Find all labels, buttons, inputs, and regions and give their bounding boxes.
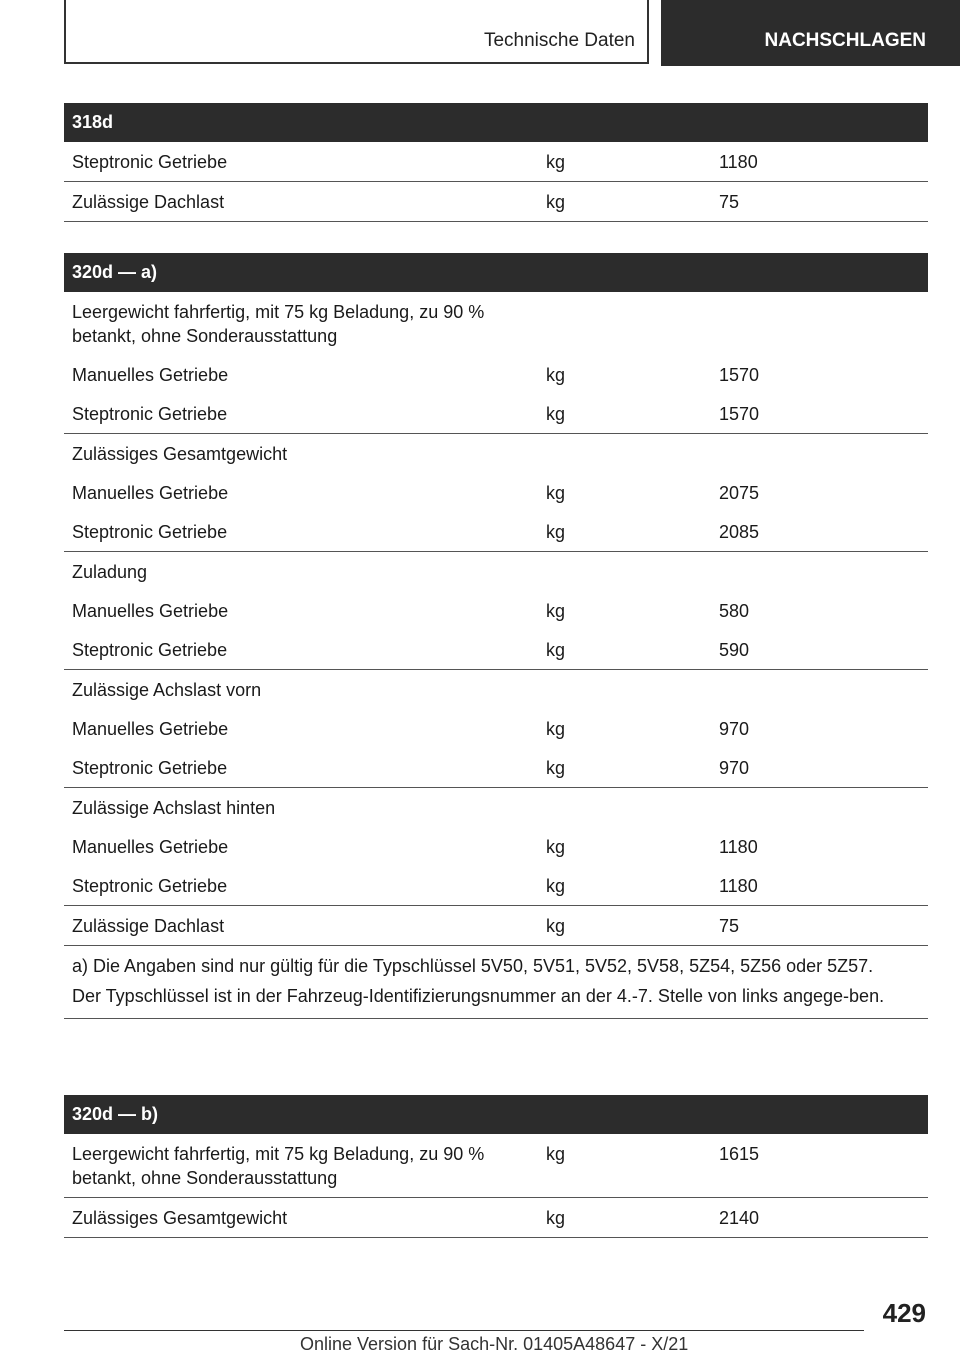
row-value: 2085 bbox=[719, 522, 760, 542]
header-section-tab bbox=[64, 0, 649, 64]
row-unit: kg bbox=[546, 876, 566, 896]
row-value: 2075 bbox=[719, 483, 760, 503]
row-unit: kg bbox=[546, 365, 566, 385]
row-value: 75 bbox=[719, 192, 740, 212]
table-group bbox=[64, 552, 928, 670]
footnote-typschluessel: Der Typschlüssel ist in der Fahrzeug-Identifizierungsnummer an der 4.-7. Stelle von links angege-ben. bbox=[72, 986, 885, 1006]
row-unit: kg bbox=[546, 483, 566, 503]
row-label: Zulässige Dachlast bbox=[72, 916, 225, 936]
table-footnote bbox=[64, 946, 928, 1019]
row-value: 580 bbox=[719, 601, 750, 621]
row-label: Steptronic Getriebe bbox=[72, 640, 228, 660]
header-chapter-tab bbox=[661, 0, 960, 66]
group-label: Zuladung bbox=[72, 562, 148, 582]
row-label: Steptronic Getriebe bbox=[72, 758, 228, 778]
row-unit: kg bbox=[546, 192, 566, 212]
row-label: Steptronic Getriebe bbox=[72, 404, 228, 424]
row-value: 970 bbox=[719, 758, 750, 778]
group-label: Zulässige Achslast vorn bbox=[72, 680, 262, 700]
table-row bbox=[64, 906, 928, 946]
table-title: 320d — a) bbox=[64, 253, 928, 292]
table-group bbox=[64, 670, 928, 788]
row-label: Steptronic Getriebe bbox=[72, 876, 228, 896]
table-row bbox=[64, 182, 928, 222]
row-value: 1180 bbox=[719, 876, 758, 896]
row-label: Manuelles Getriebe bbox=[72, 601, 229, 621]
online-version-note: Online Version für Sach-Nr. 01405A48647 - X/21 bbox=[300, 1334, 689, 1354]
section-label: Technische Daten bbox=[483, 30, 635, 51]
row-label: Manuelles Getriebe bbox=[72, 719, 229, 739]
row-label: Steptronic Getriebe bbox=[72, 152, 228, 172]
row-unit: kg bbox=[546, 916, 566, 936]
row-unit: kg bbox=[546, 1144, 566, 1164]
row-label: Manuelles Getriebe bbox=[72, 483, 229, 503]
table-row bbox=[64, 1134, 928, 1198]
row-value: 1615 bbox=[719, 1144, 760, 1164]
table-group bbox=[64, 788, 928, 906]
row-label: Leergewicht fahrfertig, mit 75 kg Beladung, zu 90 % betankt, ohne Sonderausstattung bbox=[72, 1144, 485, 1188]
row-unit: kg bbox=[546, 152, 566, 172]
group-label: Zulässige Achslast hinten bbox=[72, 798, 276, 818]
row-unit: kg bbox=[546, 1208, 566, 1228]
table-group bbox=[64, 292, 928, 434]
row-value: 1180 bbox=[719, 152, 758, 172]
row-value: 1570 bbox=[719, 365, 760, 385]
row-unit: kg bbox=[546, 758, 566, 778]
row-value: 2140 bbox=[719, 1208, 760, 1228]
group-label: Zulässiges Gesamtgewicht bbox=[72, 444, 288, 464]
row-unit: kg bbox=[546, 640, 566, 660]
row-value: 1570 bbox=[719, 404, 760, 424]
row-value: 970 bbox=[719, 719, 750, 739]
row-unit: kg bbox=[546, 719, 566, 739]
group-label: Leergewicht fahrfertig, mit 75 kg Beladung, zu 90 % betankt, ohne Sonderausstattung bbox=[72, 302, 485, 346]
row-unit: kg bbox=[546, 404, 566, 424]
row-label: Steptronic Getriebe bbox=[72, 522, 228, 542]
table-row bbox=[64, 142, 928, 182]
row-value: 590 bbox=[719, 640, 750, 660]
table-group bbox=[64, 434, 928, 552]
table-row bbox=[64, 1198, 928, 1238]
row-label: Zulässiges Gesamtgewicht bbox=[72, 1208, 288, 1228]
page-number: 429 bbox=[882, 1298, 926, 1328]
row-label: Manuelles Getriebe bbox=[72, 837, 229, 857]
table-320d-b bbox=[64, 1095, 928, 1238]
row-unit: kg bbox=[546, 522, 566, 542]
footnote-applicability: a) Die Angaben sind nur gültig für die Typschlüssel 5V50, 5V51, 5V52, 5V58, 5Z54, 5Z56 oder 5Z57. bbox=[72, 956, 874, 976]
table-title: 320d — b) bbox=[64, 1095, 928, 1134]
footer-divider bbox=[64, 1330, 864, 1331]
row-value: 75 bbox=[719, 916, 740, 936]
table-320d-a bbox=[64, 253, 928, 1019]
table-318d bbox=[64, 103, 928, 222]
row-value: 1180 bbox=[719, 837, 758, 857]
row-unit: kg bbox=[546, 837, 566, 857]
row-unit: kg bbox=[546, 601, 566, 621]
table-title: 318d bbox=[64, 103, 928, 142]
chapter-label: NACHSCHLAGEN bbox=[764, 30, 926, 51]
row-label: Manuelles Getriebe bbox=[72, 365, 229, 385]
row-label: Zulässige Dachlast bbox=[72, 192, 225, 212]
